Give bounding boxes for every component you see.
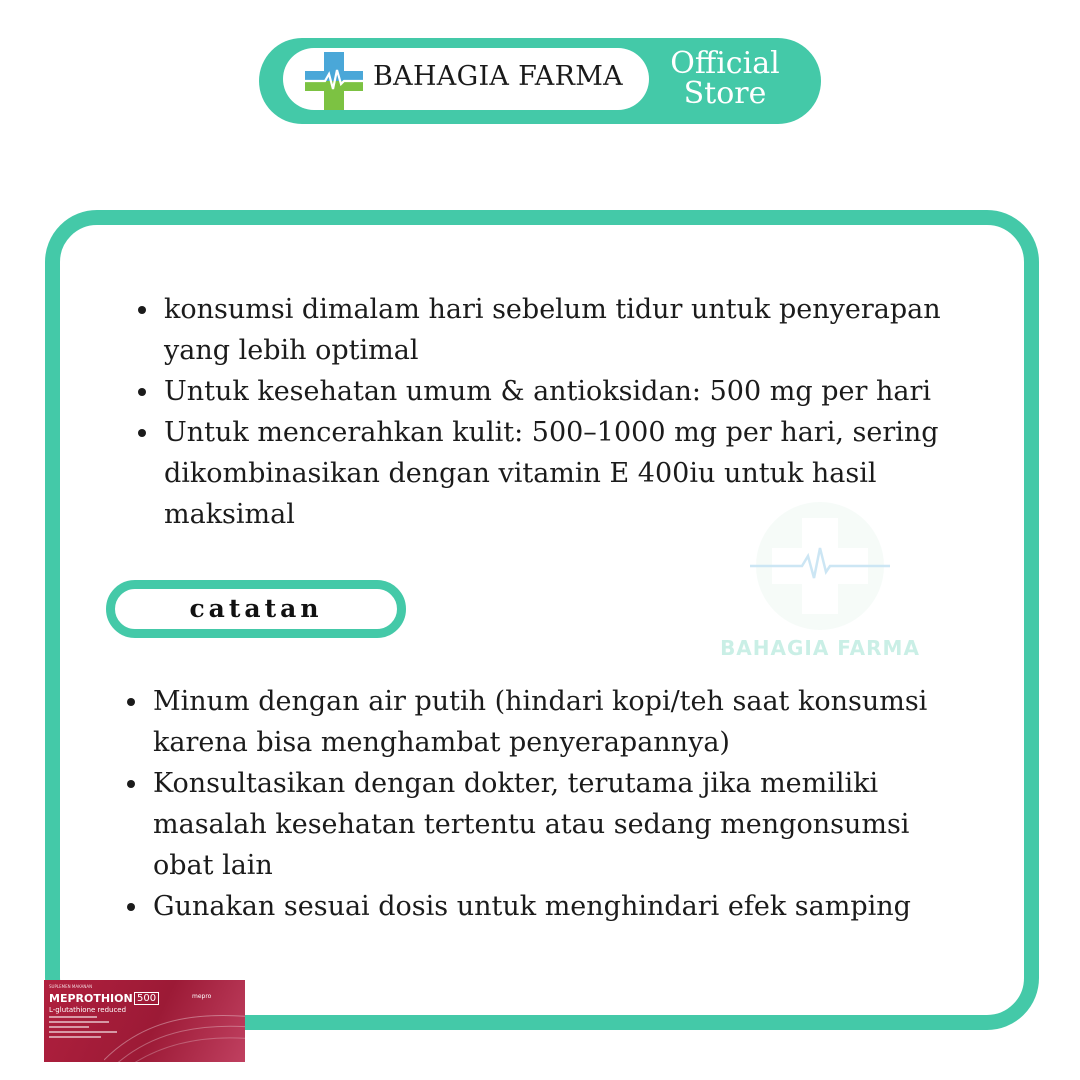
product-category: SUPLEMEN MAKANAN [49,984,93,989]
list-item: Untuk mencerahkan kulit: 500–1000 mg per hari, sering dikombinasikan dengan vitamin E 400iu untuk hasil maksimal [164,412,954,535]
product-brand: MEPROTHION [49,992,133,1005]
product-fine-print [49,1016,129,1041]
store-header-pill [259,38,821,124]
catatan-heading: catatan [189,594,323,623]
product-subtitle: L-glutathione reduced [49,1006,127,1014]
catatan-section-label [106,580,406,638]
usage-list [164,289,954,535]
official-text: Official [670,46,780,81]
product-box-image [44,980,245,1062]
list-item: Minum dengan air putih (hindari kopi/teh saat konsumsi karena bisa menghambat penyerapannya) [153,681,973,763]
brand-badge [283,48,649,110]
list-item: Gunakan sesuai dosis untuk menghindari efek samping [153,886,973,927]
watermark-text: BAHAGIA FARMA [720,636,920,660]
product-maker: mepro [192,993,212,1000]
medical-cross-heartbeat-icon [301,48,367,114]
notes-list [153,681,973,927]
list-item: Untuk kesehatan umum & antioksidan: 500 mg per hari [164,371,954,412]
product-dose: 500 [134,992,159,1005]
store-text: Store [683,76,767,111]
list-item: Konsultasikan dengan dokter, terutama jika memiliki masalah kesehatan tertentu atau sedang mengonsumsi obat lain [153,763,973,886]
official-store-label [655,46,795,111]
brand-name: BAHAGIA FARMA [373,61,623,92]
list-item: konsumsi dimalam hari sebelum tidur untuk penyerapan yang lebih optimal [164,289,954,371]
